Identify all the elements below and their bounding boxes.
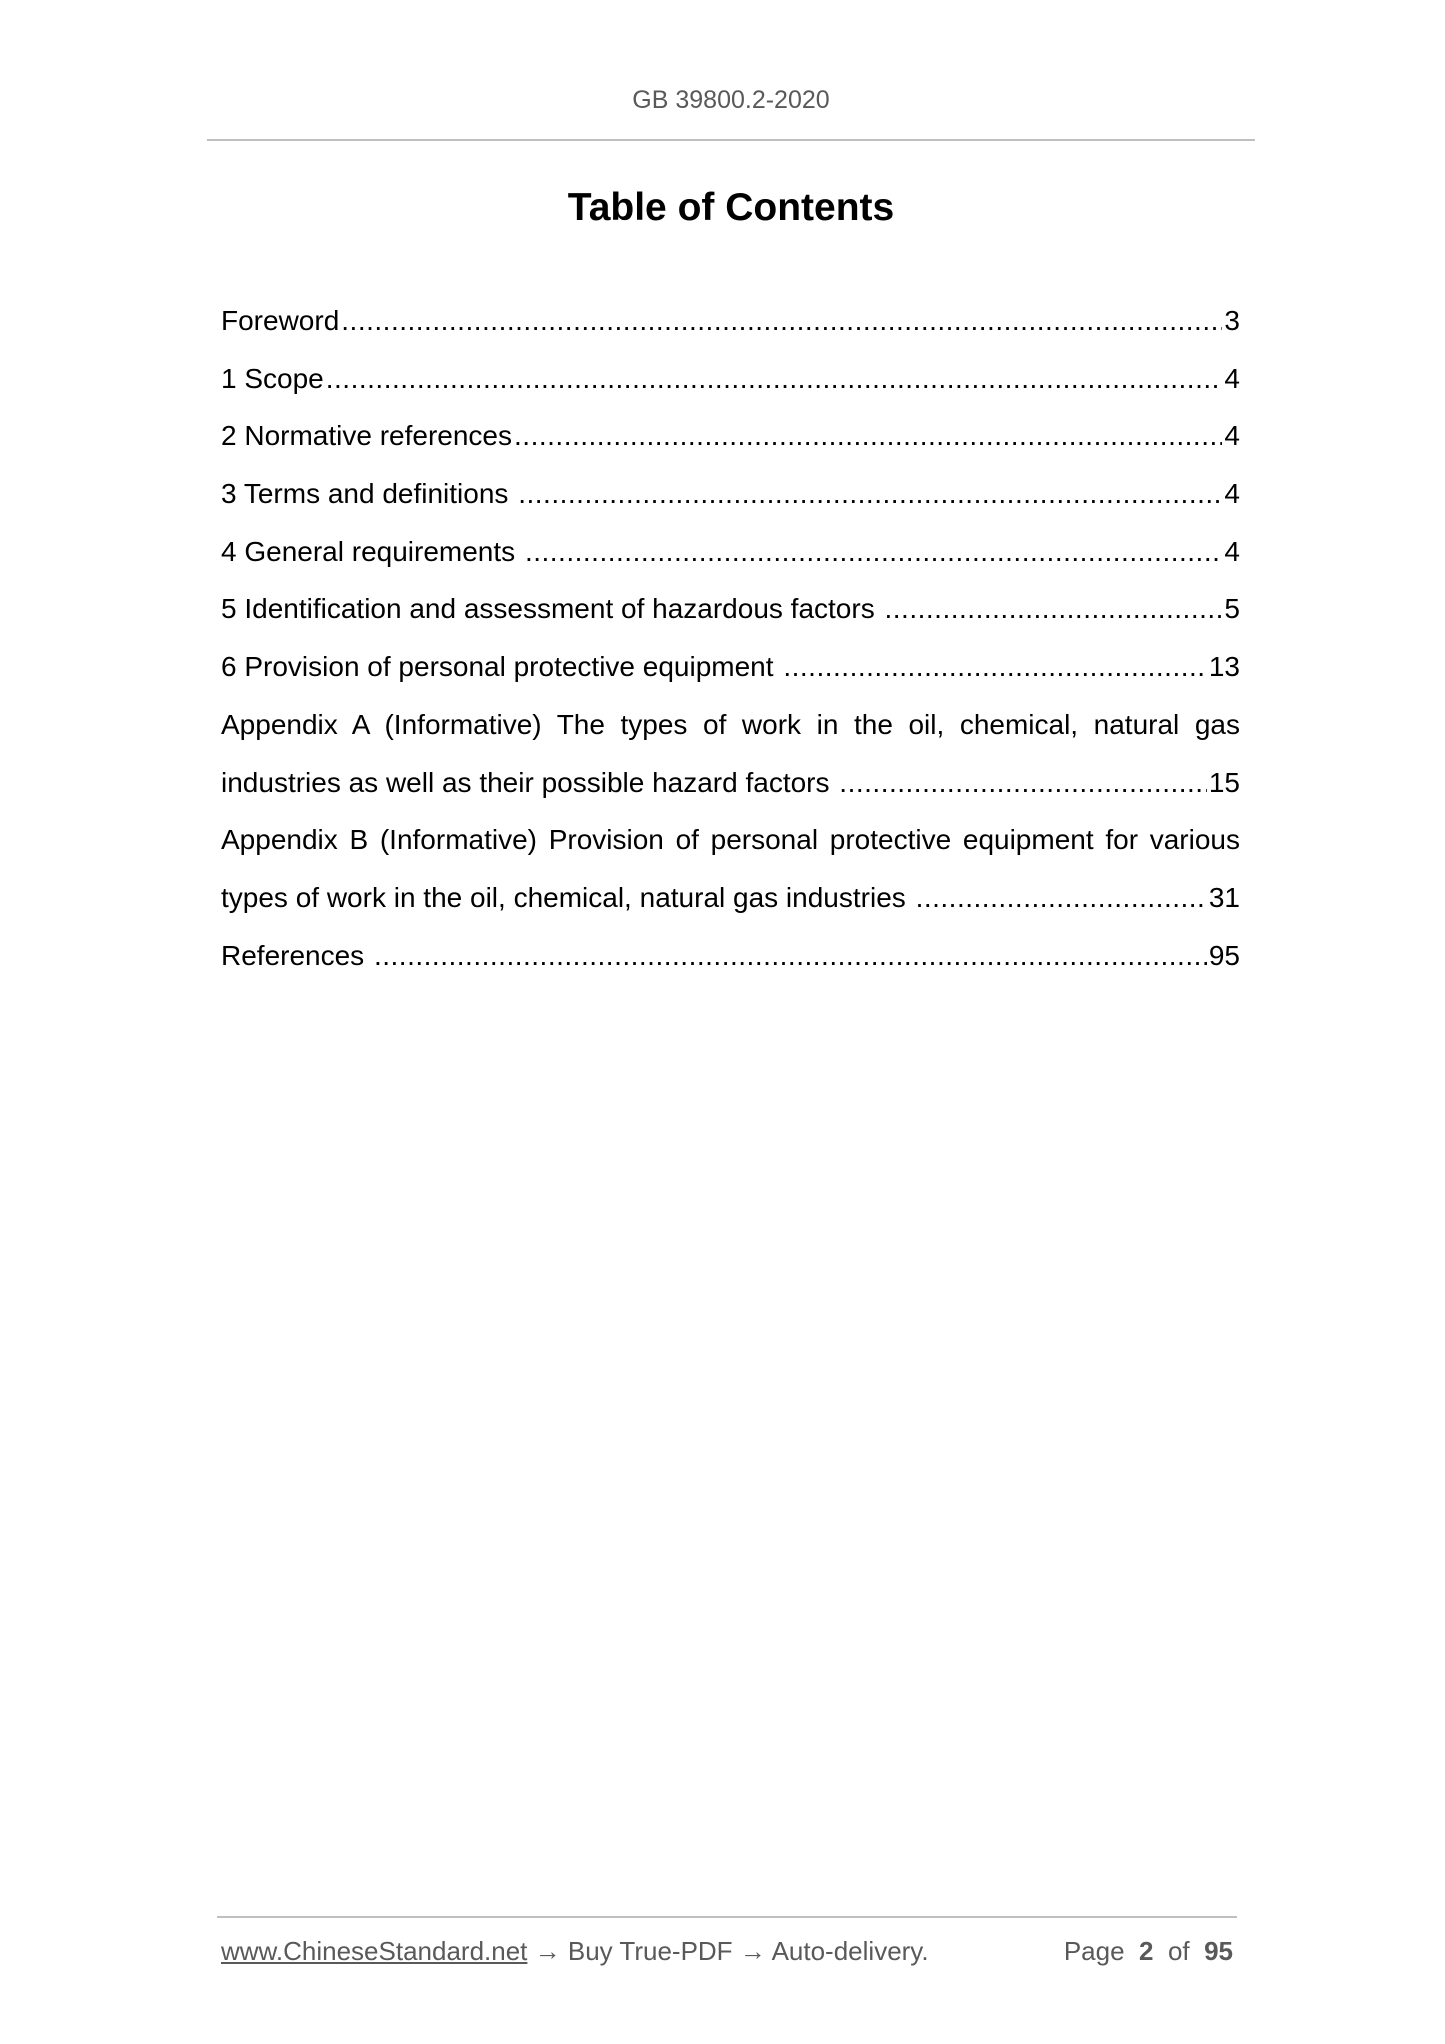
toc-entry-text: References — [221, 939, 372, 971]
toc-entry-general-requirements[interactable] — [221, 523, 1240, 581]
toc-entry-text: Foreword — [221, 305, 340, 336]
toc-entry-terms-definitions[interactable] — [221, 465, 1240, 523]
toc-entry-page: 5 — [1224, 593, 1240, 625]
page-total: 95 — [1204, 1936, 1233, 1966]
dot-leader — [885, 580, 1223, 638]
footer-divider — [217, 1916, 1237, 1918]
toc-entry-appendix-a[interactable] — [221, 754, 1240, 812]
toc-entry-text: 2 Normative references — [221, 420, 513, 452]
dot-leader — [525, 523, 1222, 581]
toc-entry-page: 31 — [1208, 881, 1240, 913]
dot-leader — [326, 350, 1223, 408]
toc-entry-ppe-provision[interactable] — [221, 638, 1240, 696]
page-title: Table of Contents — [567, 186, 895, 229]
toc-entry-appendix-b[interactable] — [221, 869, 1240, 927]
dot-leader — [839, 754, 1207, 812]
dot-leader — [916, 869, 1207, 927]
page-label: Page — [1063, 1936, 1125, 1966]
toc-entry-text: industries as well as their possible hazard factors — [221, 766, 838, 798]
toc-entry-text: 4 General requirements — [221, 535, 523, 567]
toc-entry-page: 4 — [1224, 420, 1240, 452]
dot-leader — [341, 292, 1222, 350]
dot-leader — [374, 927, 1207, 985]
toc-entry-text: 5 Identification and assessment of hazardous factors — [221, 593, 883, 625]
toc-entry-page: 3 — [1224, 305, 1240, 336]
header-divider — [207, 139, 1255, 141]
footer-tagline: → Buy True-PDF → Auto-delivery. — [527, 1936, 929, 1966]
toc-entry-appendix-a-line1[interactable]: Appendix A (Informative) The types of work in the oil, chemical, natural gas — [221, 708, 1240, 740]
toc-entry-foreword[interactable] — [221, 292, 1240, 350]
toc-entry-scope[interactable] — [221, 350, 1240, 408]
page-current: 2 — [1139, 1936, 1154, 1966]
footer-left — [221, 1936, 929, 1967]
toc-entry-page: 4 — [1224, 535, 1240, 567]
dot-leader — [783, 638, 1207, 696]
toc-entry-text: types of work in the oil, chemical, natural gas industries — [221, 881, 914, 913]
toc-entry-appendix-b-line1[interactable]: Appendix B (Informative) Provision of personal protective equipment for various — [221, 824, 1240, 856]
running-header: GB 39800.2-2020 — [632, 86, 830, 114]
toc-entry-normative-references[interactable] — [221, 407, 1240, 465]
toc-entry-page: 95 — [1208, 939, 1240, 971]
toc-entry-references[interactable] — [221, 927, 1240, 985]
toc-entry-hazard-identification[interactable] — [221, 580, 1240, 638]
toc-entry-page: 15 — [1208, 766, 1240, 798]
page-indicator — [1064, 1936, 1233, 1967]
toc-entry-text: 6 Provision of personal protective equipment — [221, 651, 782, 683]
website-link[interactable]: www.ChineseStandard.net — [221, 1936, 528, 1966]
page-footer — [221, 1936, 1233, 1967]
table-of-contents — [221, 292, 1240, 984]
dot-leader — [518, 465, 1222, 523]
dot-leader — [514, 407, 1222, 465]
toc-entry-text: 1 Scope — [221, 362, 324, 394]
toc-entry-text: 3 Terms and definitions — [221, 478, 517, 510]
toc-entry-page: 13 — [1208, 651, 1240, 683]
toc-entry-page: 4 — [1224, 478, 1240, 510]
toc-entry-page: 4 — [1224, 362, 1240, 394]
page-of: of — [1167, 1936, 1190, 1966]
